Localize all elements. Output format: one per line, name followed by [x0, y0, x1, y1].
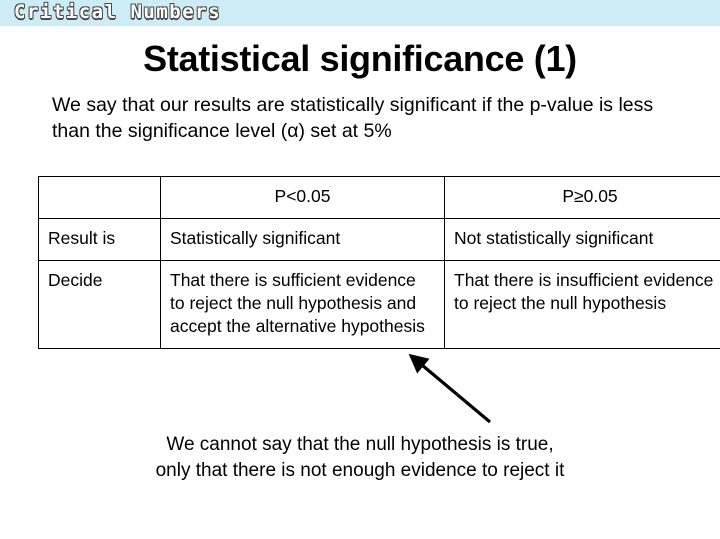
intro-paragraph: We say that our results are statistically significant if the p-value is less than the significance level (α) set at 5%	[52, 94, 654, 142]
cell-result-not-significant: Not statistically significant	[445, 219, 720, 261]
pointer-arrow-icon	[398, 350, 508, 430]
page-title: Statistical significance (1)	[143, 38, 577, 79]
significance-table	[38, 176, 720, 349]
caption-line-2: only that there is not enough evidence to reject it	[155, 460, 565, 481]
table-row	[39, 261, 720, 349]
cell-decide-insufficient: That there is insufficient evidence to reject the null hypothesis	[445, 261, 720, 349]
table-header-p-greater: P≥0.05	[445, 177, 720, 219]
row-label-result-is: Result is	[39, 219, 161, 261]
significance-table-wrapper	[38, 176, 714, 349]
slide-banner	[0, 0, 720, 26]
caption-line-1: We cannot say that the null hypothesis is true,	[166, 434, 554, 455]
table-corner-cell	[39, 177, 161, 219]
row-label-decide: Decide	[39, 261, 161, 349]
caption-text	[0, 432, 720, 484]
table-header-row	[39, 177, 720, 219]
cell-result-significant: Statistically significant	[161, 219, 445, 261]
table-header-p-less: P<0.05	[161, 177, 445, 219]
banner-title: Critical Numbers	[14, 1, 222, 23]
table-row	[39, 219, 720, 261]
cell-decide-sufficient: That there is sufficient evidence to reject the null hypothesis and accept the alternative hypothesis	[161, 261, 445, 349]
